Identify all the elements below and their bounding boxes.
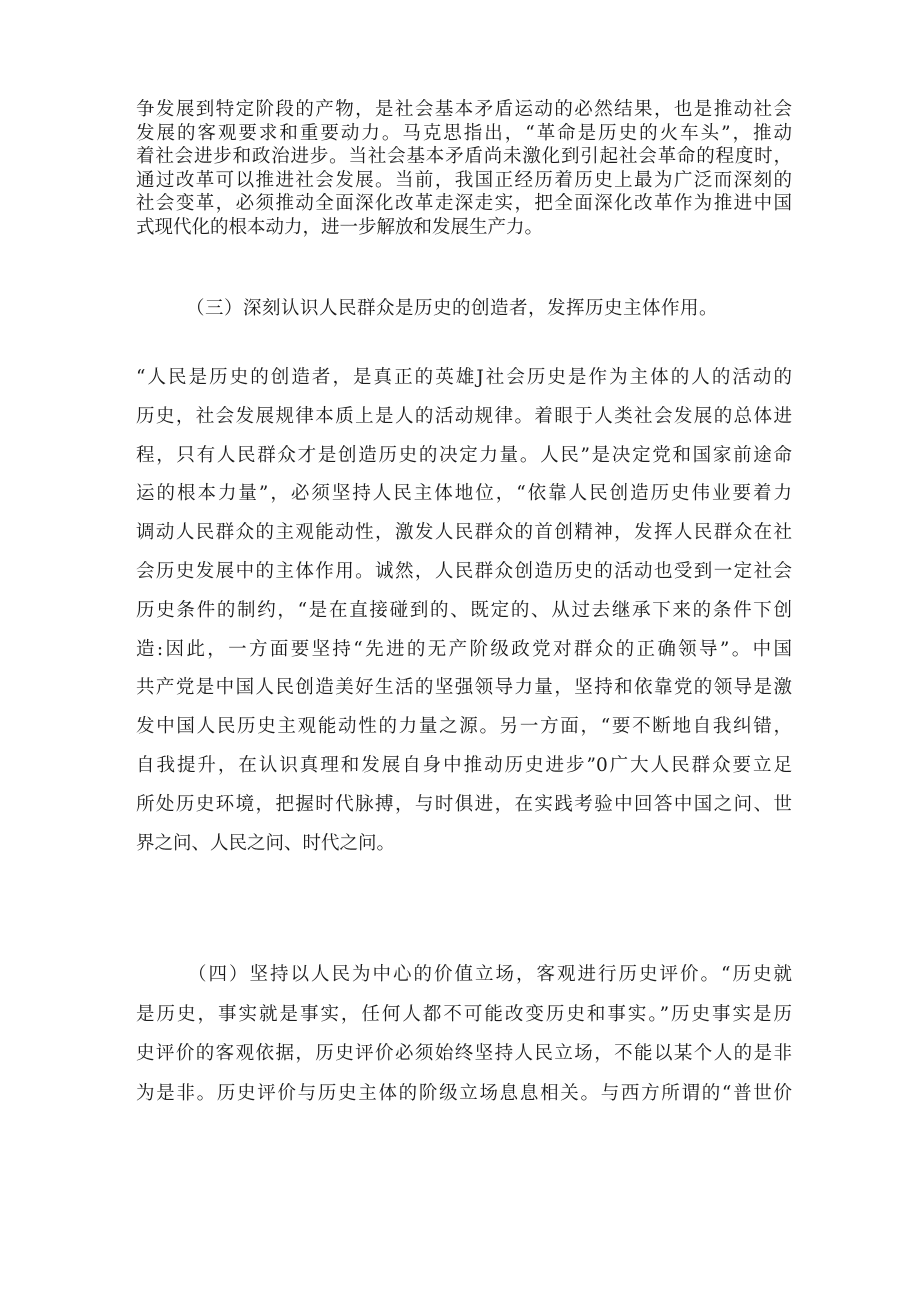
paragraph-people-creators (136, 359, 792, 863)
paragraph-historical-evaluation (136, 955, 792, 1113)
text-line: 史评价的客观依据，历史评价必须始终坚持人民立场，不能以某个人的是非 (136, 1043, 792, 1064)
text-line: 争发展到特定阶段的产物，是社会基本矛盾运动的必然结果，也是推动社会 (136, 99, 792, 120)
text-line: 自我提升，在认识真理和发展自身中推动历史进步”0广大人民群众要立足 (136, 754, 792, 776)
text-line: 历史条件的制约，“是在直接碰到的、既定的、从过去继承下来的条件下创 (136, 599, 792, 621)
text-line: 共产党是中国人民创造美好生活的坚强领导力量，坚持和依靠党的领导是激 (136, 677, 792, 699)
section-heading-three (186, 297, 746, 321)
text-line: 社会变革，必须推动全面深化改革走深走实，把全面深化改革作为推进中国 (136, 193, 792, 214)
text-line: 所处历史环境，把握时代脉搏，与时俱进，在实践考验中回答中国之问、世 (136, 793, 792, 815)
text-line: 程，只有人民群众才是创造历史的决定力量。人民”是决定党和国家前途命 (136, 444, 792, 466)
text-line: 发中国人民历史主观能动性的力量之源。另一方面，“要不断地自我纠错， (136, 716, 792, 738)
text-line: （四）坚持以人民为中心的价值立场，客观进行历史评价。“历史就 (188, 964, 792, 985)
text-line: 调动人民群众的主观能动性，激发人民群众的首创精神，发挥人民群众在社 (136, 522, 792, 544)
text-line: “人民是历史的创造者，是真正的英雄J社会历史是作为主体的人的活动的 (136, 367, 792, 388)
text-line: 造:因此，一方面要坚持“先进的无产阶级政党对群众的正确领导”。中国 (136, 638, 792, 660)
heading-text: （三）深刻认识人民群众是历史的创造者，发挥历史主体作用。 (186, 298, 719, 319)
text-line: 历史，社会发展规律本质上是人的活动规律。着眼于人类社会发展的总体进 (136, 405, 792, 427)
text-line: 发展的客观要求和重要动力。马克思指出，“革命是历史的火车头”，推动 (136, 122, 792, 144)
text-line: 式现代化的根本动力，进一步解放和发展生产力。 (136, 216, 544, 238)
text-line: 为是非。历史评价与历史主体的阶级立场息息相关。与西方所谓的“普世价 (136, 1082, 792, 1104)
text-line: 运的根本力量”，必须坚持人民主体地位，“依靠人民创造历史伟业要着力 (136, 483, 792, 505)
paragraph-reform (136, 98, 792, 239)
text-line: 会历史发展中的主体作用。诚然，人民群众创造历史的活动也受到一定社会 (136, 560, 792, 582)
text-line: 是历史，事实就是事实，任何人都不可能改变历史和事实。”历史事实是历 (136, 1003, 792, 1025)
text-line: 界之问、人民之问、时代之问。 (136, 832, 396, 854)
text-line: 通过改革可以推进社会发展。当前，我国正经历着历史上最为广泛而深刻的 (136, 169, 792, 191)
text-line: 着社会进步和政治进步。当社会基本矛盾尚未激化到引起社会革命的程度时， (136, 146, 792, 167)
